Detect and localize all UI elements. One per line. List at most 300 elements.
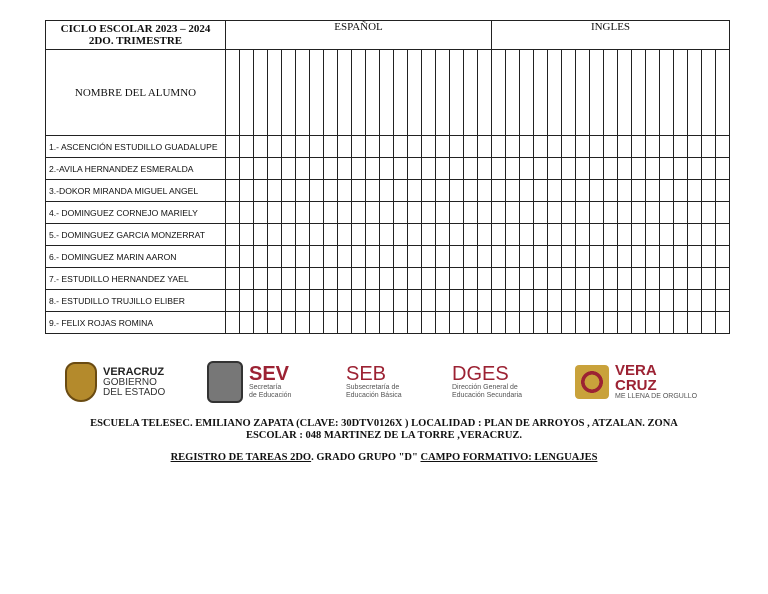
grade-cell[interactable] [324, 202, 338, 224]
grade-cell[interactable] [520, 268, 534, 290]
grade-cell[interactable] [240, 180, 254, 202]
grade-cell[interactable] [478, 202, 492, 224]
grade-cell[interactable] [226, 180, 240, 202]
grade-cell[interactable] [632, 158, 646, 180]
grade-cell[interactable] [296, 180, 310, 202]
grade-cell[interactable] [324, 268, 338, 290]
grade-cell[interactable] [338, 312, 352, 334]
grade-cell[interactable] [674, 312, 688, 334]
grade-cell[interactable] [506, 136, 520, 158]
grade-cell[interactable] [366, 246, 380, 268]
grade-cell[interactable] [618, 202, 632, 224]
grade-cell[interactable] [604, 158, 618, 180]
grade-cell[interactable] [450, 268, 464, 290]
grade-cell[interactable] [548, 312, 562, 334]
grade-cell[interactable] [632, 180, 646, 202]
grade-cell[interactable] [660, 290, 674, 312]
grade-cell[interactable] [716, 158, 730, 180]
grade-cell[interactable] [660, 312, 674, 334]
grade-cell[interactable] [352, 202, 366, 224]
grade-cell[interactable] [646, 158, 660, 180]
grade-cell[interactable] [352, 312, 366, 334]
grade-cell[interactable] [520, 136, 534, 158]
grade-cell[interactable] [534, 224, 548, 246]
grade-cell[interactable] [562, 268, 576, 290]
grade-cell[interactable] [534, 50, 548, 136]
grade-cell[interactable] [380, 158, 394, 180]
grade-cell[interactable] [674, 202, 688, 224]
grade-cell[interactable] [282, 202, 296, 224]
grade-cell[interactable] [268, 158, 282, 180]
grade-cell[interactable] [394, 180, 408, 202]
grade-cell[interactable] [688, 202, 702, 224]
grade-cell[interactable] [268, 180, 282, 202]
grade-cell[interactable] [254, 312, 268, 334]
grade-cell[interactable] [436, 224, 450, 246]
grade-cell[interactable] [548, 268, 562, 290]
grade-cell[interactable] [352, 180, 366, 202]
grade-cell[interactable] [478, 136, 492, 158]
grade-cell[interactable] [408, 268, 422, 290]
grade-cell[interactable] [492, 268, 506, 290]
grade-cell[interactable] [646, 224, 660, 246]
grade-cell[interactable] [688, 224, 702, 246]
grade-cell[interactable] [506, 268, 520, 290]
grade-cell[interactable] [492, 158, 506, 180]
grade-cell[interactable] [450, 246, 464, 268]
grade-cell[interactable] [520, 158, 534, 180]
grade-cell[interactable] [632, 136, 646, 158]
grade-cell[interactable] [492, 224, 506, 246]
grade-cell[interactable] [394, 50, 408, 136]
grade-cell[interactable] [352, 268, 366, 290]
grade-cell[interactable] [352, 246, 366, 268]
grade-cell[interactable] [380, 312, 394, 334]
grade-cell[interactable] [436, 180, 450, 202]
grade-cell[interactable] [562, 246, 576, 268]
grade-cell[interactable] [576, 224, 590, 246]
grade-cell[interactable] [492, 202, 506, 224]
grade-cell[interactable] [660, 224, 674, 246]
grade-cell[interactable] [380, 268, 394, 290]
grade-cell[interactable] [646, 290, 660, 312]
grade-cell[interactable] [618, 50, 632, 136]
grade-cell[interactable] [366, 290, 380, 312]
grade-cell[interactable] [702, 290, 716, 312]
grade-cell[interactable] [492, 312, 506, 334]
grade-cell[interactable] [478, 180, 492, 202]
grade-cell[interactable] [688, 312, 702, 334]
grade-cell[interactable] [310, 268, 324, 290]
grade-cell[interactable] [506, 290, 520, 312]
grade-cell[interactable] [674, 158, 688, 180]
grade-cell[interactable] [436, 158, 450, 180]
grade-cell[interactable] [492, 246, 506, 268]
grade-cell[interactable] [352, 224, 366, 246]
grade-cell[interactable] [436, 202, 450, 224]
grade-cell[interactable] [716, 50, 730, 136]
grade-cell[interactable] [716, 246, 730, 268]
grade-cell[interactable] [562, 158, 576, 180]
grade-cell[interactable] [548, 224, 562, 246]
grade-cell[interactable] [338, 246, 352, 268]
grade-cell[interactable] [282, 312, 296, 334]
grade-cell[interactable] [674, 50, 688, 136]
grade-cell[interactable] [282, 158, 296, 180]
grade-cell[interactable] [324, 158, 338, 180]
grade-cell[interactable] [534, 312, 548, 334]
grade-cell[interactable] [254, 158, 268, 180]
grade-cell[interactable] [296, 312, 310, 334]
grade-cell[interactable] [338, 290, 352, 312]
grade-cell[interactable] [296, 158, 310, 180]
grade-cell[interactable] [716, 290, 730, 312]
grade-cell[interactable] [506, 312, 520, 334]
grade-cell[interactable] [562, 312, 576, 334]
grade-cell[interactable] [534, 158, 548, 180]
grade-cell[interactable] [576, 50, 590, 136]
grade-cell[interactable] [268, 268, 282, 290]
grade-cell[interactable] [240, 158, 254, 180]
grade-cell[interactable] [240, 202, 254, 224]
grade-cell[interactable] [716, 180, 730, 202]
grade-cell[interactable] [534, 246, 548, 268]
grade-cell[interactable] [688, 158, 702, 180]
grade-cell[interactable] [520, 180, 534, 202]
grade-cell[interactable] [618, 158, 632, 180]
grade-cell[interactable] [590, 290, 604, 312]
grade-cell[interactable] [562, 290, 576, 312]
grade-cell[interactable] [268, 312, 282, 334]
grade-cell[interactable] [268, 290, 282, 312]
grade-cell[interactable] [380, 180, 394, 202]
grade-cell[interactable] [324, 50, 338, 136]
grade-cell[interactable] [716, 202, 730, 224]
grade-cell[interactable] [254, 268, 268, 290]
grade-cell[interactable] [562, 202, 576, 224]
grade-cell[interactable] [464, 224, 478, 246]
grade-cell[interactable] [450, 136, 464, 158]
grade-cell[interactable] [576, 246, 590, 268]
grade-cell[interactable] [422, 158, 436, 180]
grade-cell[interactable] [688, 268, 702, 290]
grade-cell[interactable] [604, 224, 618, 246]
grade-cell[interactable] [702, 224, 716, 246]
grade-cell[interactable] [254, 246, 268, 268]
grade-cell[interactable] [422, 180, 436, 202]
grade-cell[interactable] [478, 268, 492, 290]
grade-cell[interactable] [478, 290, 492, 312]
grade-cell[interactable] [702, 180, 716, 202]
grade-cell[interactable] [646, 180, 660, 202]
grade-cell[interactable] [604, 290, 618, 312]
grade-cell[interactable] [646, 246, 660, 268]
grade-cell[interactable] [702, 202, 716, 224]
grade-cell[interactable] [702, 268, 716, 290]
grade-cell[interactable] [604, 136, 618, 158]
grade-cell[interactable] [436, 246, 450, 268]
grade-cell[interactable] [226, 50, 240, 136]
grade-cell[interactable] [646, 202, 660, 224]
grade-cell[interactable] [268, 50, 282, 136]
grade-cell[interactable] [632, 50, 646, 136]
grade-cell[interactable] [576, 312, 590, 334]
grade-cell[interactable] [436, 50, 450, 136]
grade-cell[interactable] [534, 136, 548, 158]
grade-cell[interactable] [408, 246, 422, 268]
grade-cell[interactable] [492, 180, 506, 202]
grade-cell[interactable] [422, 312, 436, 334]
grade-cell[interactable] [548, 290, 562, 312]
grade-cell[interactable] [716, 136, 730, 158]
grade-cell[interactable] [310, 136, 324, 158]
grade-cell[interactable] [604, 202, 618, 224]
grade-cell[interactable] [716, 268, 730, 290]
grade-cell[interactable] [436, 290, 450, 312]
grade-cell[interactable] [282, 268, 296, 290]
grade-cell[interactable] [464, 50, 478, 136]
grade-cell[interactable] [520, 246, 534, 268]
grade-cell[interactable] [310, 202, 324, 224]
grade-cell[interactable] [604, 180, 618, 202]
grade-cell[interactable] [604, 268, 618, 290]
grade-cell[interactable] [590, 312, 604, 334]
grade-cell[interactable] [268, 224, 282, 246]
grade-cell[interactable] [310, 224, 324, 246]
grade-cell[interactable] [254, 202, 268, 224]
grade-cell[interactable] [688, 136, 702, 158]
grade-cell[interactable] [506, 246, 520, 268]
grade-cell[interactable] [240, 50, 254, 136]
grade-cell[interactable] [716, 224, 730, 246]
grade-cell[interactable] [520, 290, 534, 312]
grade-cell[interactable] [492, 136, 506, 158]
grade-cell[interactable] [352, 158, 366, 180]
grade-cell[interactable] [394, 202, 408, 224]
grade-cell[interactable] [464, 180, 478, 202]
grade-cell[interactable] [632, 202, 646, 224]
grade-cell[interactable] [702, 158, 716, 180]
grade-cell[interactable] [632, 246, 646, 268]
grade-cell[interactable] [422, 246, 436, 268]
grade-cell[interactable] [604, 246, 618, 268]
grade-cell[interactable] [702, 50, 716, 136]
grade-cell[interactable] [618, 246, 632, 268]
grade-cell[interactable] [492, 50, 506, 136]
grade-cell[interactable] [688, 290, 702, 312]
grade-cell[interactable] [674, 246, 688, 268]
grade-cell[interactable] [268, 202, 282, 224]
grade-cell[interactable] [674, 290, 688, 312]
grade-cell[interactable] [660, 246, 674, 268]
grade-cell[interactable] [646, 136, 660, 158]
grade-cell[interactable] [618, 312, 632, 334]
grade-cell[interactable] [380, 202, 394, 224]
grade-cell[interactable] [408, 290, 422, 312]
grade-cell[interactable] [478, 224, 492, 246]
grade-cell[interactable] [618, 224, 632, 246]
grade-cell[interactable] [226, 246, 240, 268]
grade-cell[interactable] [590, 180, 604, 202]
grade-cell[interactable] [562, 136, 576, 158]
grade-cell[interactable] [436, 136, 450, 158]
grade-cell[interactable] [338, 136, 352, 158]
grade-cell[interactable] [240, 136, 254, 158]
grade-cell[interactable] [590, 158, 604, 180]
grade-cell[interactable] [478, 50, 492, 136]
grade-cell[interactable] [674, 136, 688, 158]
grade-cell[interactable] [520, 312, 534, 334]
grade-cell[interactable] [548, 246, 562, 268]
grade-cell[interactable] [604, 50, 618, 136]
grade-cell[interactable] [240, 268, 254, 290]
grade-cell[interactable] [450, 290, 464, 312]
grade-cell[interactable] [464, 202, 478, 224]
grade-cell[interactable] [674, 224, 688, 246]
grade-cell[interactable] [632, 224, 646, 246]
grade-cell[interactable] [240, 246, 254, 268]
grade-cell[interactable] [366, 50, 380, 136]
grade-cell[interactable] [520, 50, 534, 136]
grade-cell[interactable] [576, 180, 590, 202]
grade-cell[interactable] [380, 50, 394, 136]
grade-cell[interactable] [450, 50, 464, 136]
grade-cell[interactable] [226, 312, 240, 334]
grade-cell[interactable] [478, 246, 492, 268]
grade-cell[interactable] [548, 180, 562, 202]
grade-cell[interactable] [240, 290, 254, 312]
grade-cell[interactable] [464, 312, 478, 334]
grade-cell[interactable] [380, 290, 394, 312]
grade-cell[interactable] [394, 136, 408, 158]
grade-cell[interactable] [240, 224, 254, 246]
grade-cell[interactable] [338, 224, 352, 246]
grade-cell[interactable] [408, 180, 422, 202]
grade-cell[interactable] [506, 158, 520, 180]
grade-cell[interactable] [422, 290, 436, 312]
grade-cell[interactable] [226, 202, 240, 224]
grade-cell[interactable] [576, 268, 590, 290]
grade-cell[interactable] [590, 268, 604, 290]
grade-cell[interactable] [660, 180, 674, 202]
grade-cell[interactable] [674, 180, 688, 202]
grade-cell[interactable] [422, 50, 436, 136]
grade-cell[interactable] [548, 158, 562, 180]
grade-cell[interactable] [226, 136, 240, 158]
grade-cell[interactable] [506, 50, 520, 136]
grade-cell[interactable] [436, 312, 450, 334]
grade-cell[interactable] [338, 180, 352, 202]
grade-cell[interactable] [464, 246, 478, 268]
grade-cell[interactable] [702, 136, 716, 158]
grade-cell[interactable] [394, 158, 408, 180]
grade-cell[interactable] [520, 224, 534, 246]
grade-cell[interactable] [338, 202, 352, 224]
grade-cell[interactable] [282, 224, 296, 246]
grade-cell[interactable] [590, 224, 604, 246]
grade-cell[interactable] [282, 50, 296, 136]
grade-cell[interactable] [450, 158, 464, 180]
grade-cell[interactable] [632, 290, 646, 312]
grade-cell[interactable] [254, 290, 268, 312]
grade-cell[interactable] [282, 246, 296, 268]
grade-cell[interactable] [366, 312, 380, 334]
grade-cell[interactable] [366, 136, 380, 158]
grade-cell[interactable] [408, 202, 422, 224]
grade-cell[interactable] [310, 312, 324, 334]
grade-cell[interactable] [576, 202, 590, 224]
grade-cell[interactable] [618, 136, 632, 158]
grade-cell[interactable] [380, 136, 394, 158]
grade-cell[interactable] [366, 224, 380, 246]
grade-cell[interactable] [534, 180, 548, 202]
grade-cell[interactable] [604, 312, 618, 334]
grade-cell[interactable] [618, 290, 632, 312]
grade-cell[interactable] [408, 312, 422, 334]
grade-cell[interactable] [408, 158, 422, 180]
grade-cell[interactable] [506, 202, 520, 224]
grade-cell[interactable] [394, 312, 408, 334]
grade-cell[interactable] [296, 136, 310, 158]
grade-cell[interactable] [618, 180, 632, 202]
grade-cell[interactable] [296, 224, 310, 246]
grade-cell[interactable] [282, 290, 296, 312]
grade-cell[interactable] [702, 246, 716, 268]
grade-cell[interactable] [660, 50, 674, 136]
grade-cell[interactable] [324, 136, 338, 158]
grade-cell[interactable] [632, 268, 646, 290]
grade-cell[interactable] [268, 246, 282, 268]
grade-cell[interactable] [590, 50, 604, 136]
grade-cell[interactable] [506, 180, 520, 202]
grade-cell[interactable] [674, 268, 688, 290]
grade-cell[interactable] [450, 202, 464, 224]
grade-cell[interactable] [660, 158, 674, 180]
grade-cell[interactable] [366, 202, 380, 224]
grade-cell[interactable] [422, 224, 436, 246]
grade-cell[interactable] [240, 312, 254, 334]
grade-cell[interactable] [478, 312, 492, 334]
grade-cell[interactable] [548, 50, 562, 136]
grade-cell[interactable] [646, 50, 660, 136]
grade-cell[interactable] [576, 136, 590, 158]
grade-cell[interactable] [576, 158, 590, 180]
grade-cell[interactable] [352, 290, 366, 312]
grade-cell[interactable] [408, 50, 422, 136]
grade-cell[interactable] [590, 202, 604, 224]
grade-cell[interactable] [464, 290, 478, 312]
grade-cell[interactable] [310, 180, 324, 202]
grade-cell[interactable] [520, 202, 534, 224]
grade-cell[interactable] [562, 50, 576, 136]
grade-cell[interactable] [254, 224, 268, 246]
grade-cell[interactable] [436, 268, 450, 290]
grade-cell[interactable] [450, 312, 464, 334]
grade-cell[interactable] [296, 246, 310, 268]
grade-cell[interactable] [422, 202, 436, 224]
grade-cell[interactable] [324, 180, 338, 202]
grade-cell[interactable] [660, 268, 674, 290]
grade-cell[interactable] [394, 246, 408, 268]
grade-cell[interactable] [702, 312, 716, 334]
grade-cell[interactable] [450, 180, 464, 202]
grade-cell[interactable] [226, 224, 240, 246]
grade-cell[interactable] [324, 246, 338, 268]
grade-cell[interactable] [646, 268, 660, 290]
grade-cell[interactable] [366, 268, 380, 290]
grade-cell[interactable] [296, 50, 310, 136]
grade-cell[interactable] [324, 312, 338, 334]
